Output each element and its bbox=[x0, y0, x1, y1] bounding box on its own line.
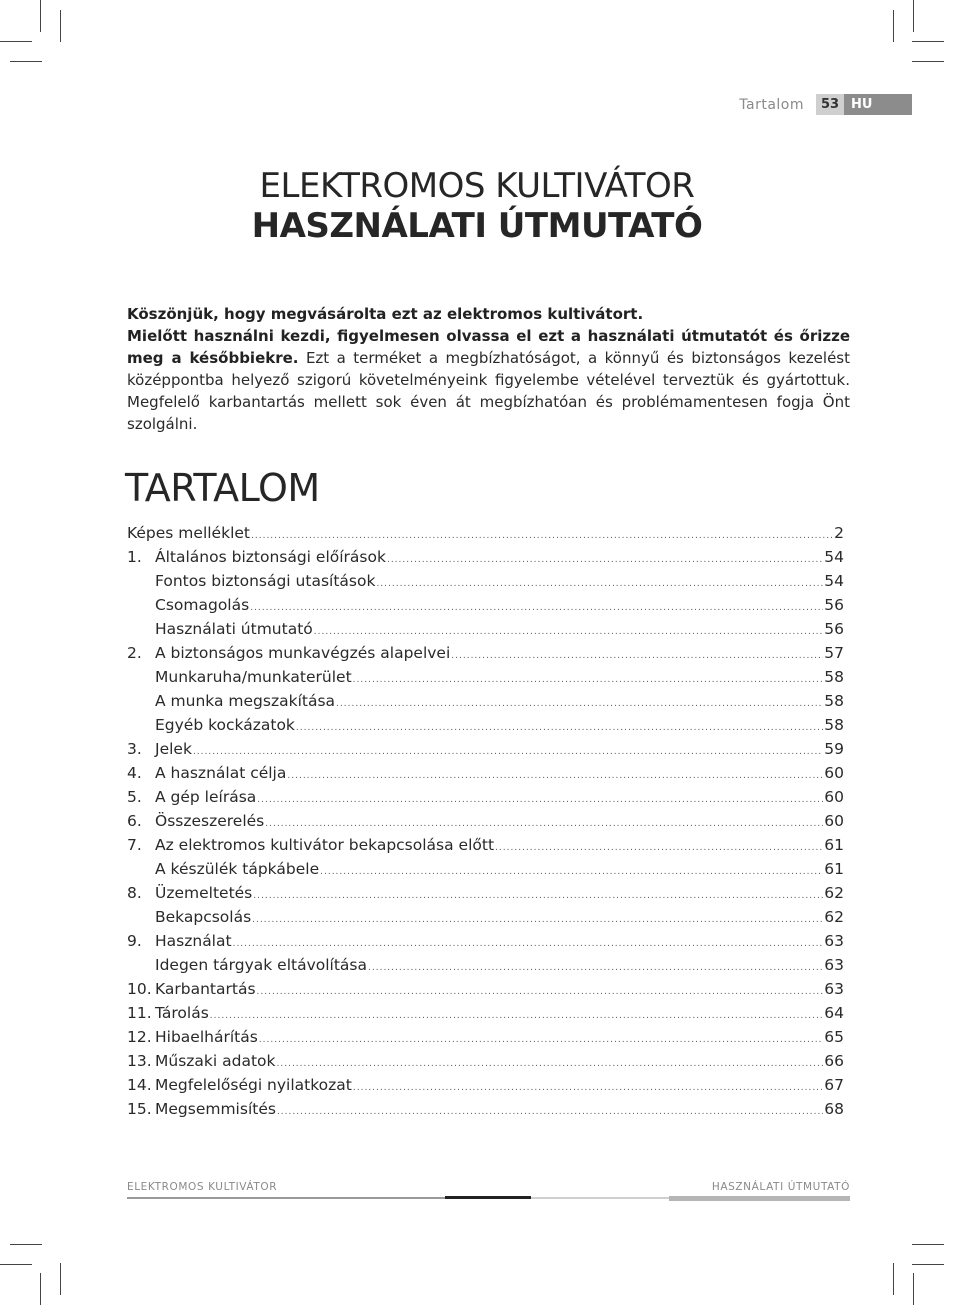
toc-entry-number: 10. bbox=[127, 980, 152, 998]
footer-right-text: HASZNÁLATI ÚTMUTATÓ bbox=[711, 1181, 850, 1193]
toc-entry bbox=[127, 1073, 844, 1097]
toc-entry-page: 67 bbox=[824, 1076, 844, 1094]
toc-entry-page: 58 bbox=[824, 692, 844, 710]
toc-entry bbox=[127, 977, 844, 1001]
toc-entry-page: 61 bbox=[824, 860, 844, 878]
toc-entry-label: Megsemmisítés bbox=[155, 1100, 276, 1118]
toc-entry bbox=[127, 689, 844, 713]
crop-mark bbox=[40, 1273, 41, 1305]
toc-entry-page: 58 bbox=[824, 716, 844, 734]
toc-entry-label: A készülék tápkábele bbox=[155, 860, 320, 878]
toc-entry-number: 15. bbox=[127, 1100, 152, 1118]
toc-entry bbox=[127, 737, 844, 761]
toc-entry-label: Használati útmutató bbox=[155, 620, 313, 638]
toc-entry bbox=[127, 569, 844, 593]
crop-mark bbox=[912, 61, 944, 62]
toc-entry-number: 12. bbox=[127, 1028, 152, 1046]
toc-entry-page: 62 bbox=[824, 908, 844, 926]
toc-entry-label: A gép leírása bbox=[155, 788, 257, 806]
toc-entry-page: 57 bbox=[824, 644, 844, 662]
toc-entry-page: 54 bbox=[824, 548, 844, 566]
toc-entry-page: 56 bbox=[824, 620, 844, 638]
toc-entry-number: 5. bbox=[127, 788, 142, 806]
toc-entry bbox=[127, 809, 844, 833]
document-title-line1: ELEKTROMOS KULTIVÁTOR bbox=[259, 166, 695, 206]
toc-entry-page: 63 bbox=[824, 932, 844, 950]
document-title-line2: HASZNÁLATI ÚTMUTATÓ bbox=[251, 206, 703, 246]
toc-entry bbox=[127, 905, 844, 929]
toc-entry bbox=[127, 665, 844, 689]
footer-rule-accent bbox=[445, 1196, 531, 1199]
header-page-number: 53 bbox=[816, 94, 844, 115]
toc-entry-number: 13. bbox=[127, 1052, 152, 1070]
toc-entry bbox=[127, 785, 844, 809]
toc-entry-label: Műszaki adatok bbox=[155, 1052, 276, 1070]
page-header bbox=[739, 94, 912, 115]
toc-entry-page: 66 bbox=[824, 1052, 844, 1070]
toc-entry-label: Használat bbox=[155, 932, 232, 950]
toc-entry-number: 7. bbox=[127, 836, 142, 854]
toc-entry-page: 56 bbox=[824, 596, 844, 614]
toc-entry-label: Karbantartás bbox=[155, 980, 256, 998]
toc-leader-dots bbox=[277, 1100, 823, 1124]
toc-entry bbox=[127, 1025, 844, 1049]
toc-entry-label: Hibaelhárítás bbox=[155, 1028, 258, 1046]
toc-entry-page: 65 bbox=[824, 1028, 844, 1046]
toc-entry-label: Idegen tárgyak eltávolítása bbox=[155, 956, 367, 974]
toc-entry-label: Munkaruha/munkaterület bbox=[155, 668, 352, 686]
crop-mark bbox=[0, 41, 32, 42]
toc-entry-page: 60 bbox=[824, 764, 844, 782]
toc-entry-page: 64 bbox=[824, 1004, 844, 1022]
intro-paragraph bbox=[127, 303, 850, 435]
toc-entry-label: A munka megszakítása bbox=[155, 692, 336, 710]
toc-entry-number: 11. bbox=[127, 1004, 152, 1022]
toc-heading: TARTALOM bbox=[125, 466, 320, 510]
toc-entry-label: Megfelelőségi nyilatkozat bbox=[155, 1076, 352, 1094]
toc-entry bbox=[127, 1097, 844, 1121]
toc-entry-number: 3. bbox=[127, 740, 142, 758]
footer-left-text: ELEKTROMOS KULTIVÁTOR bbox=[127, 1181, 278, 1193]
crop-mark bbox=[60, 1263, 61, 1295]
toc-entry-page: 54 bbox=[824, 572, 844, 590]
toc-entry-page: 2 bbox=[834, 524, 844, 542]
toc-entry-page: 58 bbox=[824, 668, 844, 686]
toc-entry bbox=[127, 641, 844, 665]
toc-entry-label: A biztonságos munkavégzés alapelvei bbox=[155, 644, 451, 662]
toc-entry bbox=[127, 1049, 844, 1073]
toc-entry bbox=[127, 713, 844, 737]
crop-mark bbox=[60, 10, 61, 42]
toc-entry bbox=[127, 545, 844, 569]
toc-entry-number: 4. bbox=[127, 764, 142, 782]
toc-entry-label: Fontos biztonsági utasítások bbox=[155, 572, 376, 590]
toc-entry-number: 9. bbox=[127, 932, 142, 950]
intro-bold-instruction: Mielőtt használni kezdi, figyelmesen olvassa el ezt a használati útmutatót és őrizze meg a későbbiekre. bbox=[127, 327, 850, 367]
toc-entry-page: 68 bbox=[824, 1100, 844, 1118]
crop-mark bbox=[0, 1264, 32, 1265]
toc-entry-label: Csomagolás bbox=[155, 596, 250, 614]
toc-entry-label: Általános biztonsági előírások bbox=[155, 548, 386, 566]
header-language-badge: HU bbox=[844, 94, 912, 115]
toc-entry-page: 61 bbox=[824, 836, 844, 854]
toc-entry-page: 63 bbox=[824, 956, 844, 974]
crop-mark bbox=[893, 10, 894, 42]
toc-entry-number: 6. bbox=[127, 812, 142, 830]
toc-entry-page: 62 bbox=[824, 884, 844, 902]
crop-mark bbox=[10, 1244, 42, 1245]
toc-entry-number: 1. bbox=[127, 548, 142, 566]
toc-entry-number: 8. bbox=[127, 884, 142, 902]
toc-entry-label: Az elektromos kultivátor bekapcsolása előtt bbox=[155, 836, 495, 854]
header-section-title: Tartalom bbox=[739, 96, 804, 113]
toc-entry-label: Üzemeltetés bbox=[155, 884, 253, 902]
toc-entry bbox=[127, 593, 844, 617]
toc-entry bbox=[127, 761, 844, 785]
toc-entry-label: Jelek bbox=[155, 740, 192, 758]
toc-entry bbox=[127, 953, 844, 977]
footer-rule-accent bbox=[669, 1196, 850, 1201]
toc-entry-number: 14. bbox=[127, 1076, 152, 1094]
crop-mark bbox=[913, 0, 914, 32]
toc-entry-number: 2. bbox=[127, 644, 142, 662]
crop-mark bbox=[912, 1264, 944, 1265]
toc-entry-label: Tárolás bbox=[155, 1004, 209, 1022]
toc-entry-label: A használat célja bbox=[155, 764, 287, 782]
toc-entry-label: Egyéb kockázatok bbox=[155, 716, 295, 734]
toc-entry bbox=[127, 857, 844, 881]
toc-entry-page: 59 bbox=[824, 740, 844, 758]
toc-entry bbox=[127, 929, 844, 953]
footer-rule bbox=[531, 1197, 669, 1199]
footer-rule bbox=[127, 1197, 445, 1199]
toc-entry-page: 63 bbox=[824, 980, 844, 998]
crop-mark bbox=[893, 1263, 894, 1295]
crop-mark bbox=[912, 1244, 944, 1245]
toc-entry-page: 60 bbox=[824, 788, 844, 806]
toc-entry-label: Összeszerelés bbox=[155, 812, 265, 830]
toc-entry-label: Bekapcsolás bbox=[155, 908, 252, 926]
crop-mark bbox=[40, 0, 41, 32]
toc-entry bbox=[127, 833, 844, 857]
crop-mark bbox=[913, 1273, 914, 1305]
intro-thanks: Köszönjük, hogy megvásárolta ezt az elektromos kultivátort. bbox=[127, 305, 644, 323]
intro-body: Ezt a terméket a megbízhatóságot, a könnyű és biztonságos kezelést középpontba helyező szigorú követelményeink figyelembe vételével terveztük és gyártottuk. Megfelelő karbantartás mellett sok éven át megbízhatóan és problémamentesen fogja Önt szolgálni. bbox=[127, 349, 850, 433]
table-of-contents bbox=[127, 521, 844, 1121]
toc-entry bbox=[127, 881, 844, 905]
toc-entry bbox=[127, 617, 844, 641]
crop-mark bbox=[10, 61, 42, 62]
toc-entry-page: 60 bbox=[824, 812, 844, 830]
crop-mark bbox=[912, 41, 944, 42]
toc-entry bbox=[127, 521, 844, 545]
toc-entry bbox=[127, 1001, 844, 1025]
toc-entry-label: Képes melléklet bbox=[127, 524, 250, 542]
